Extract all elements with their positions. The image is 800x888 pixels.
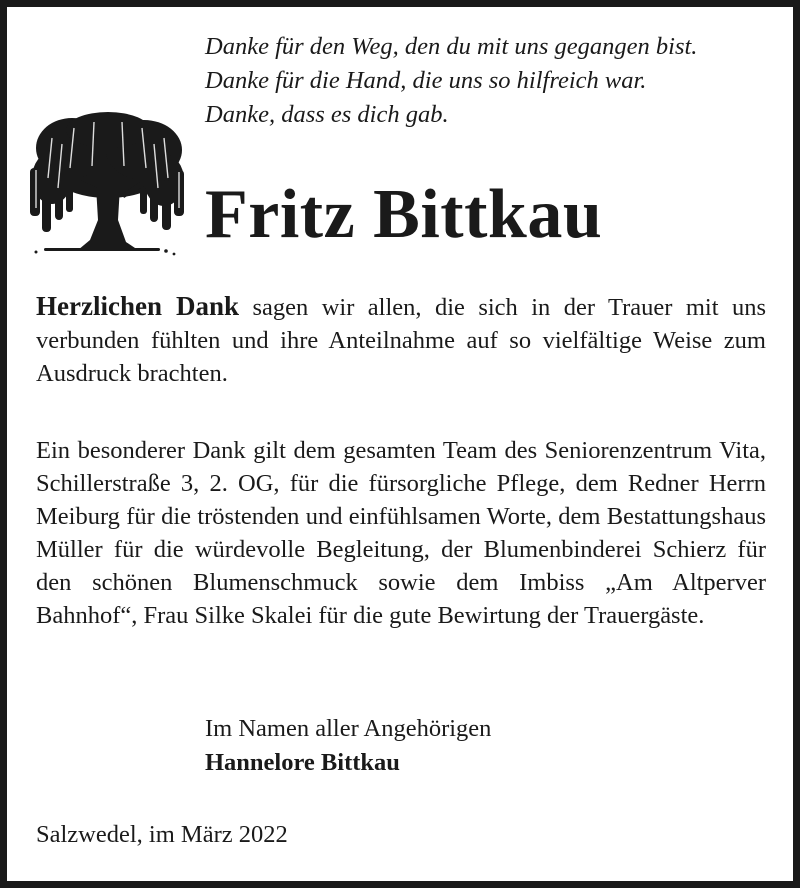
thanks-text: sagen wir allen, die sich in der Trauer mit uns verbunden fühlten und ihre Anteilnahme auf so vielfältige Weise zum Ausdruck brachten. xyxy=(36,294,766,387)
signature-block xyxy=(205,712,491,780)
special-thanks-paragraph: Ein besonderer Dank gilt dem gesamten Team des Seniorenzentrum Vita, Schillerstraße 3, 2. OG, für die fürsorgliche Pflege, dem Redner Herrn Meiburg für die tröstenden und einfühlsamen Worte, dem Bestattungshaus Müller für die würdevolle Begleitung, der Blumenbinderei Schierz für den schönen Blumenschmuck sowie dem Imbiss „Am Altperver Bahnhof“, Frau Silke Skalei für die gute Bewirtung der Trauergäste. xyxy=(36,437,766,629)
place-date: Salzwedel, im März 2022 xyxy=(36,821,288,848)
poem-line: Danke, dass es dich gab. xyxy=(205,101,449,128)
poem-line: Danke für die Hand, die uns so hilfreich war. xyxy=(205,67,647,94)
deceased-name: Fritz Bittkau xyxy=(205,176,603,253)
memorial-poem xyxy=(205,30,775,132)
thanks-paragraph xyxy=(36,290,766,390)
signature-name: Hannelore Bittkau xyxy=(205,749,400,776)
signature-intro: Im Namen aller Angehörigen xyxy=(205,715,492,742)
poem-line: Danke für den Weg, den du mit uns gegangen bist. xyxy=(205,33,698,60)
weeping-willow-icon xyxy=(22,108,194,263)
thanks-lead: Herzlichen Dank xyxy=(36,291,240,321)
